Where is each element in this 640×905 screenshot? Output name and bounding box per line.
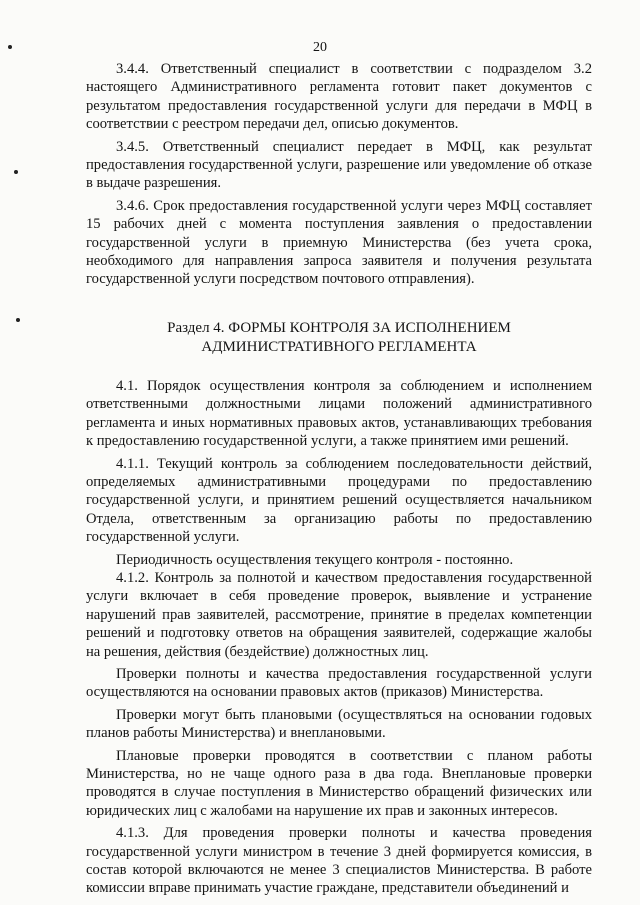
paragraph-3-4-4: 3.4.4. Ответственный специалист в соответствии с подразделом 3.2 настоящего Административного регламента готовит пакет документов с результатом предоставления государственной услуги для передачи в МФЦ в соответствии с реестром передачи дел, описью документов. — [86, 61, 592, 133]
paragraph-planned-inspections: Плановые проверки проводятся в соответствии с планом работы Министерства, но не чаще одного раза в два года. Внеплановые проверки проводятся в случае поступления в Министерство обращений физических или юридических лиц с жалобами на нарушение их прав и законных интересов. — [86, 747, 592, 819]
paragraph-4-1-3: 4.1.3. Для проведения проверки полноты и качества проведения государственной услуги министром в течение 3 дней формируется комиссия, в состав которой включаются не менее 3 специалистов Министерства. В работе комиссии вправе принимать участие граждане, представители объединений и — [86, 825, 592, 897]
scan-mark — [16, 318, 20, 322]
section-heading-line-2: АДМИНИСТРАТИВНОГО РЕГЛАМЕНТА — [201, 338, 477, 355]
paragraph-4-1: 4.1. Порядок осуществления контроля за соблюдением и исполнением ответственными должностными лицами положений административного регламента и иных нормативных правовых актов, устанавливающих требования к предоставлению государственной услуги, а также принятием ими решений. — [86, 377, 592, 450]
section-heading — [86, 319, 592, 357]
page-number: 20 — [313, 40, 327, 55]
paragraph-3-4-6: 3.4.6. Срок предоставления государственной услуги через МФЦ составляет 15 рабочих дней с момента поступления заявления о предоставлении государственной услуги в приемную Министерства (без учета срока, необходимого для направления запроса заявителя и получения результата государственной услуги посредством почтового отправления). — [86, 197, 592, 288]
paragraph-inspection-types: Проверки могут быть плановыми (осуществляться на основании годовых планов работы Министерства) и внеплановыми. — [86, 706, 592, 742]
paragraph-4-1-1: 4.1.1. Текущий контроль за соблюдением последовательности действий, определяемых административными процедурами по предоставлению государственной услуги, и принятием решений осуществляется начальником Отдела, ответственным за организацию работы по предоставлению государственной услуги. — [86, 455, 592, 546]
paragraph-inspection-basis: Проверки полноты и качества предоставления государственной услуги осуществляются на основании правовых актов (приказов) Министерства. — [86, 665, 592, 701]
paragraph-control-frequency: Периодичность осуществления текущего контроля - постоянно. — [116, 551, 514, 568]
scan-mark — [14, 170, 18, 174]
paragraph-3-4-5: 3.4.5. Ответственный специалист передает в МФЦ, как результат предоставления государственной услуги, разрешение или уведомление об отказе в выдаче разрешения. — [86, 138, 592, 192]
paragraph-4-1-2: 4.1.2. Контроль за полнотой и качеством предоставления государственной услуги включает в себя проведение проверок, выявление и устранение нарушений прав заявителей, рассмотрение, принятие в пределах компетенции решений и подготовку ответов на обращения заявителей, содержащие жалобы на решения, действия (бездействие) должностных лиц. — [86, 569, 592, 660]
document-body — [86, 60, 592, 898]
section-heading-line-1: Раздел 4. ФОРМЫ КОНТРОЛЯ ЗА ИСПОЛНЕНИЕМ — [167, 319, 511, 336]
